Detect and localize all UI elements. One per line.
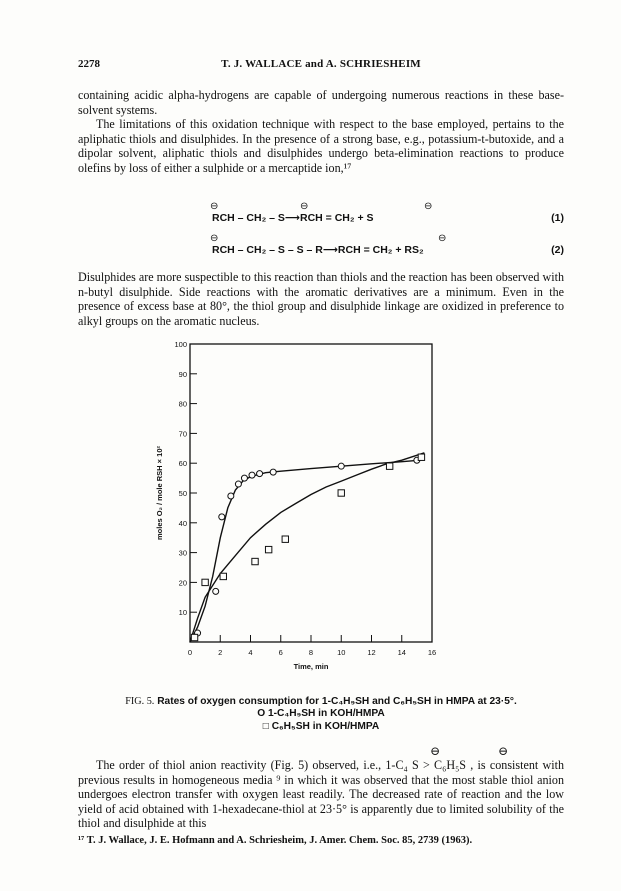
- anion-charge-symbol: ⊖: [210, 201, 219, 212]
- anion-charge-symbol: ⊖: [424, 201, 433, 212]
- equation-2-number: (2): [551, 244, 564, 256]
- y-tick-label: 50: [178, 489, 187, 498]
- x-tick-label: 2: [218, 648, 223, 657]
- data-point-circle: [228, 493, 234, 499]
- paragraph-3: Disulphides are more suspectible to this reaction than thiols and the reaction has been observed with n-butyl disulphide. Side reactions with the aromatic derivatives are a minimum. Even in the presence of excess base at 80°, the thiol group and disulphide linkage are oxidized in preference to alkyl groups on the aromatic nucleus.: [78, 270, 564, 328]
- y-tick-label: 100: [174, 340, 187, 349]
- anion-charge-symbol: ⊖: [210, 233, 219, 244]
- y-axis-label: moles O₂ / mole RSH × 10²: [155, 446, 164, 540]
- anion-charge-symbol: ⊖: [300, 201, 309, 212]
- x-tick-label: 0: [187, 648, 193, 657]
- data-point-circle: [249, 472, 255, 478]
- y-tick-label: 20: [178, 578, 187, 588]
- data-point-square: [418, 454, 424, 460]
- data-point-circle: [219, 514, 225, 520]
- data-point-circle: [338, 463, 344, 469]
- legend-marker-circle: O: [257, 708, 266, 720]
- caption-label: FIG. 5.: [125, 696, 155, 707]
- equation-1-text: RCH – CH₂ – S⟶RCH = CH₂ + S: [212, 212, 374, 224]
- data-point-circle: [213, 588, 219, 594]
- plot-frame: [190, 344, 432, 642]
- paragraph-1: containing acidic alpha-hydrogens are capable of undergoing numerous reactions in these base-solvent systems.: [78, 88, 564, 117]
- series-line-1: [190, 460, 420, 642]
- x-tick-label: 6: [278, 648, 283, 657]
- data-point-square: [202, 579, 208, 585]
- data-point-circle: [241, 475, 247, 481]
- x-tick-label: 16: [427, 648, 437, 657]
- oxygen-consumption-chart: [150, 336, 450, 700]
- y-tick-label: 10: [178, 608, 187, 618]
- x-axis-label: Time, min: [293, 662, 329, 671]
- data-point-square: [386, 463, 392, 469]
- x-tick-label: 4: [248, 648, 253, 657]
- legend-marker-square: □: [262, 720, 269, 732]
- data-point-square: [220, 573, 226, 579]
- y-tick-label: 40: [178, 518, 187, 528]
- legend-item: [78, 708, 564, 720]
- footnote: ¹⁷ T. J. Wallace, J. E. Hofmann and A. Schriesheim, J. Amer. Chem. Soc. 85, 2739 (1963).: [78, 835, 473, 846]
- x-tick-label: 8: [308, 648, 314, 657]
- data-point-circle: [270, 469, 276, 475]
- y-tick-label: 70: [178, 429, 187, 439]
- x-tick-label: 10: [337, 648, 346, 657]
- figure-5: [150, 336, 450, 700]
- data-point-square: [282, 536, 288, 542]
- legend-item: [78, 721, 564, 733]
- data-point-square: [191, 634, 197, 640]
- page-number: 2278: [78, 58, 100, 70]
- data-point-circle: [257, 471, 263, 477]
- caption-text: Rates of oxygen consumption for 1-C₄H₉SH and C₆H₅SH in HMPA at 23·5°.: [157, 696, 517, 707]
- series-line-2: [190, 453, 424, 642]
- anion-charge-symbol: ⊖: [498, 744, 509, 758]
- paragraph-4: The order of thiol anion reactivity (Fig. 5) observed, i.e., 1-C₄ S > C₆H₅S , is consistent with previous results in homogeneous media ⁹ in which it was observed that the most stable thiol anion undergoes electron transfer with oxygen least readily. The decreased rate of reaction and the low yield of acid obtained with 1-hexadecane-thiol at 23·5° is apparently due to limited solubility of the thiol and disulphide at this: [78, 758, 564, 831]
- anion-charge-symbol: ⊖: [430, 744, 441, 758]
- paragraph-2: The limitations of this oxidation technique with respect to the base employed, pertains to the apliphatic thiols and disulphides. In the presence of a strong base, e.g., potassium-t-butoxide, and a dipolar solvent, aliphatic thiols and disulphides undergo beta-elimination reactions to produce olefins by loss of either a sulphide or a mercaptide ion,¹⁷: [78, 117, 564, 175]
- figure-caption: [78, 696, 564, 733]
- y-tick-label: 60: [178, 459, 187, 469]
- running-title: T. J. WALLACE and A. SCHRIESHEIM: [221, 58, 421, 70]
- data-point-circle: [235, 481, 241, 487]
- data-point-square: [265, 546, 271, 552]
- equation-2-text: RCH – CH₂ – S – S – R⟶RCH = CH₂ + RS₂: [212, 244, 424, 256]
- legend-label: 1-C₄H₉SH in KOH/HMPA: [267, 708, 385, 720]
- legend-label: C₆H₅SH in KOH/HMPA: [271, 720, 380, 732]
- data-point-square: [338, 490, 344, 496]
- equation-1-number: (1): [551, 212, 564, 224]
- data-point-square: [252, 558, 258, 564]
- x-tick-label: 12: [367, 648, 376, 657]
- anion-charge-symbol: ⊖: [438, 233, 447, 244]
- y-tick-label: 30: [178, 548, 187, 558]
- x-tick-label: 14: [397, 648, 406, 657]
- y-tick-label: 90: [178, 369, 187, 379]
- y-tick-label: 80: [178, 399, 187, 409]
- page-header: [78, 58, 564, 74]
